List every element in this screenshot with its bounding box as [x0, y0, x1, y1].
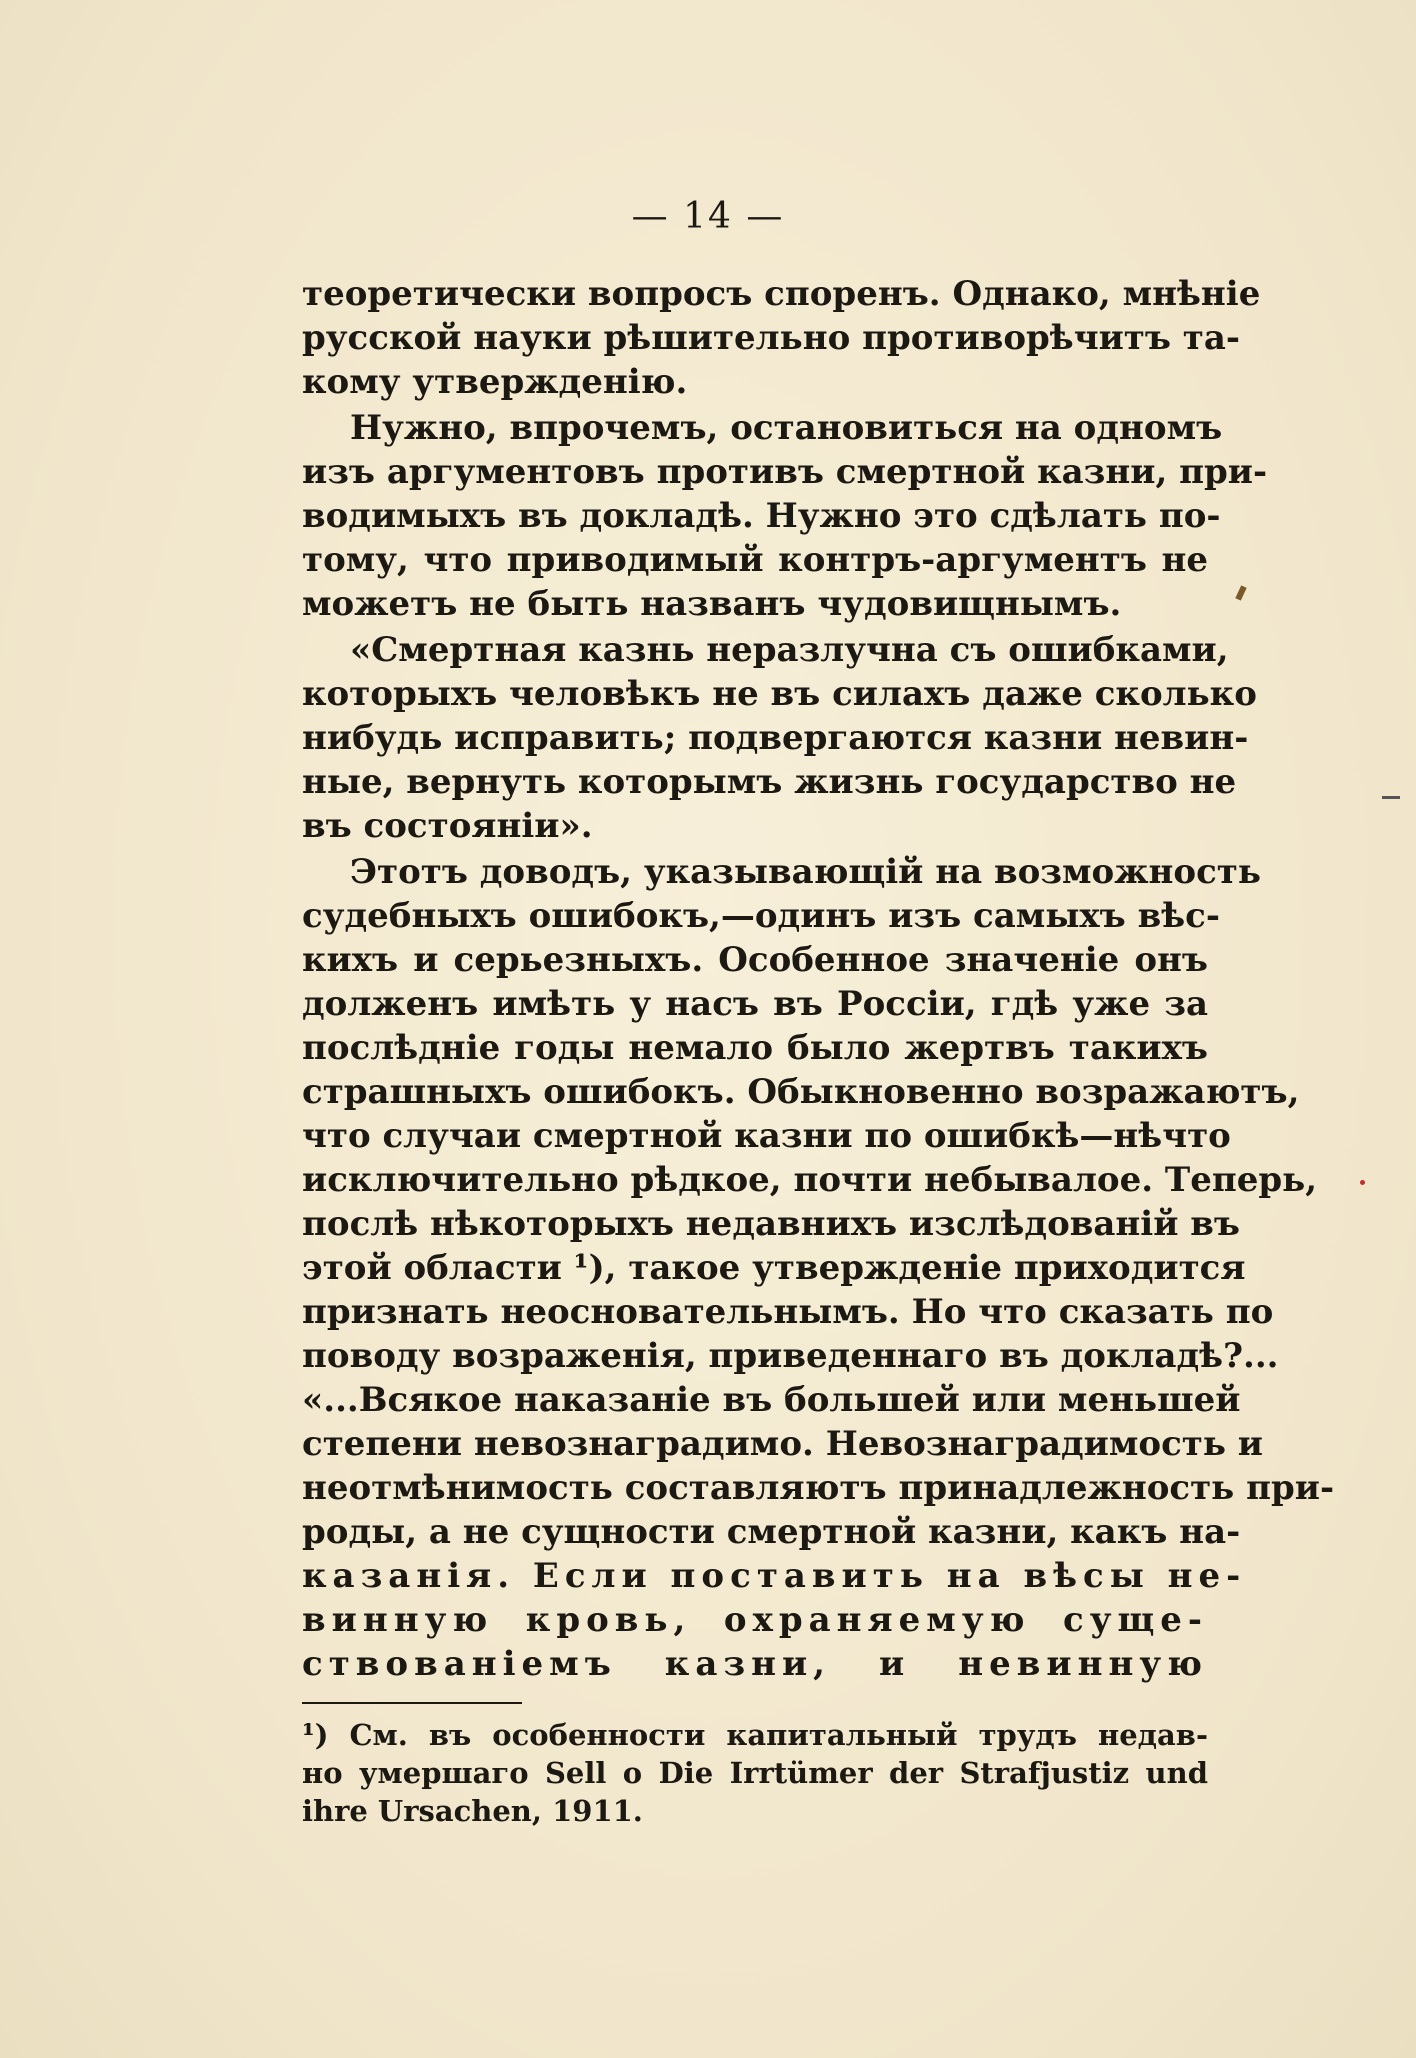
footnote-line: ¹) См. въ особенности капитальный трудъ недав- [302, 1718, 1208, 1752]
text-line: долженъ имѣть у насъ въ Россіи, гдѣ уже за [302, 984, 1208, 1024]
text-line: «...Всякое наказаніе въ большей или меньшей [302, 1380, 1241, 1420]
text-line: признать неосновательнымъ. Но что сказать по [302, 1292, 1274, 1332]
text-line: въ состояніи». [302, 806, 593, 846]
text-line: винную кровь, охраняемую суще- [302, 1600, 1208, 1640]
text-line: водимыхъ въ докладѣ. Нужно это сдѣлать по- [302, 496, 1221, 536]
text-line: послѣдніе годы немало было жертвъ такихъ [302, 1028, 1208, 1068]
text-line: неотмѣнимость составляютъ принадлежность при- [302, 1468, 1335, 1508]
text-line: поводу возраженія, приведеннаго въ докладѣ?... [302, 1336, 1279, 1376]
ink-mark [1360, 1180, 1365, 1185]
footnote-line: ihre Ursachen, 1911. [302, 1794, 643, 1828]
text-line: послѣ нѣкоторыхъ недавнихъ изслѣдованій въ [302, 1204, 1240, 1244]
text-line: можетъ не быть названъ чудовищнымъ. [302, 584, 1122, 624]
text-line: ствованіемъ казни, и невинную [302, 1644, 1208, 1684]
text-line: которыхъ человѣкъ не въ силахъ даже сколько [302, 674, 1257, 714]
text-line: роды, а не сущности смертной казни, какъ на- [302, 1512, 1241, 1552]
text-line: этой области ¹), такое утвержденіе приходится [302, 1248, 1246, 1288]
ink-mark [1382, 796, 1400, 799]
text-line: изъ аргументовъ противъ смертной казни, при- [302, 452, 1268, 492]
text-line: страшныхъ ошибокъ. Обыкновенно возражаютъ, [302, 1072, 1300, 1112]
text-line: кому утвержденію. [302, 362, 688, 402]
text-line: судебныхъ ошибокъ,—одинъ изъ самыхъ вѣс- [302, 896, 1220, 936]
text-line: «Смертная казнь неразлучна съ ошибками, [350, 630, 1229, 670]
text-line: кихъ и серьезныхъ. Особенное значеніе онъ [302, 940, 1208, 980]
ink-mark [1235, 585, 1246, 600]
text-line: казанія. Если поставить на вѣсы не- [302, 1556, 1247, 1596]
page-number: — 14 — [631, 196, 785, 237]
text-line: Этотъ доводъ, указывающій на возможность [350, 852, 1261, 892]
text-line: степени невознаградимо. Невознаградимость и [302, 1424, 1263, 1464]
text-line: ные, вернуть которымъ жизнь государство не [302, 762, 1237, 802]
text-line: что случаи смертной казни по ошибкѣ—нѣчто [302, 1116, 1231, 1156]
footnote-rule [302, 1702, 522, 1704]
text-line: нибудь исправить; подвергаются казни невин- [302, 718, 1249, 758]
text-line: теоретически вопросъ споренъ. Однако, мнѣніе [302, 274, 1261, 314]
text-line: русской науки рѣшительно противорѣчитъ та- [302, 318, 1241, 358]
footnote-line: но умершаго Sell o Die Irrtümer der Strafjustiz und [302, 1756, 1208, 1790]
text-line: Нужно, впрочемъ, остановиться на одномъ [350, 408, 1223, 448]
text-line: тому, что приводимый контръ-аргументъ не [302, 540, 1208, 580]
text-line: исключительно рѣдкое, почти небывалое. Теперь, [302, 1160, 1318, 1200]
